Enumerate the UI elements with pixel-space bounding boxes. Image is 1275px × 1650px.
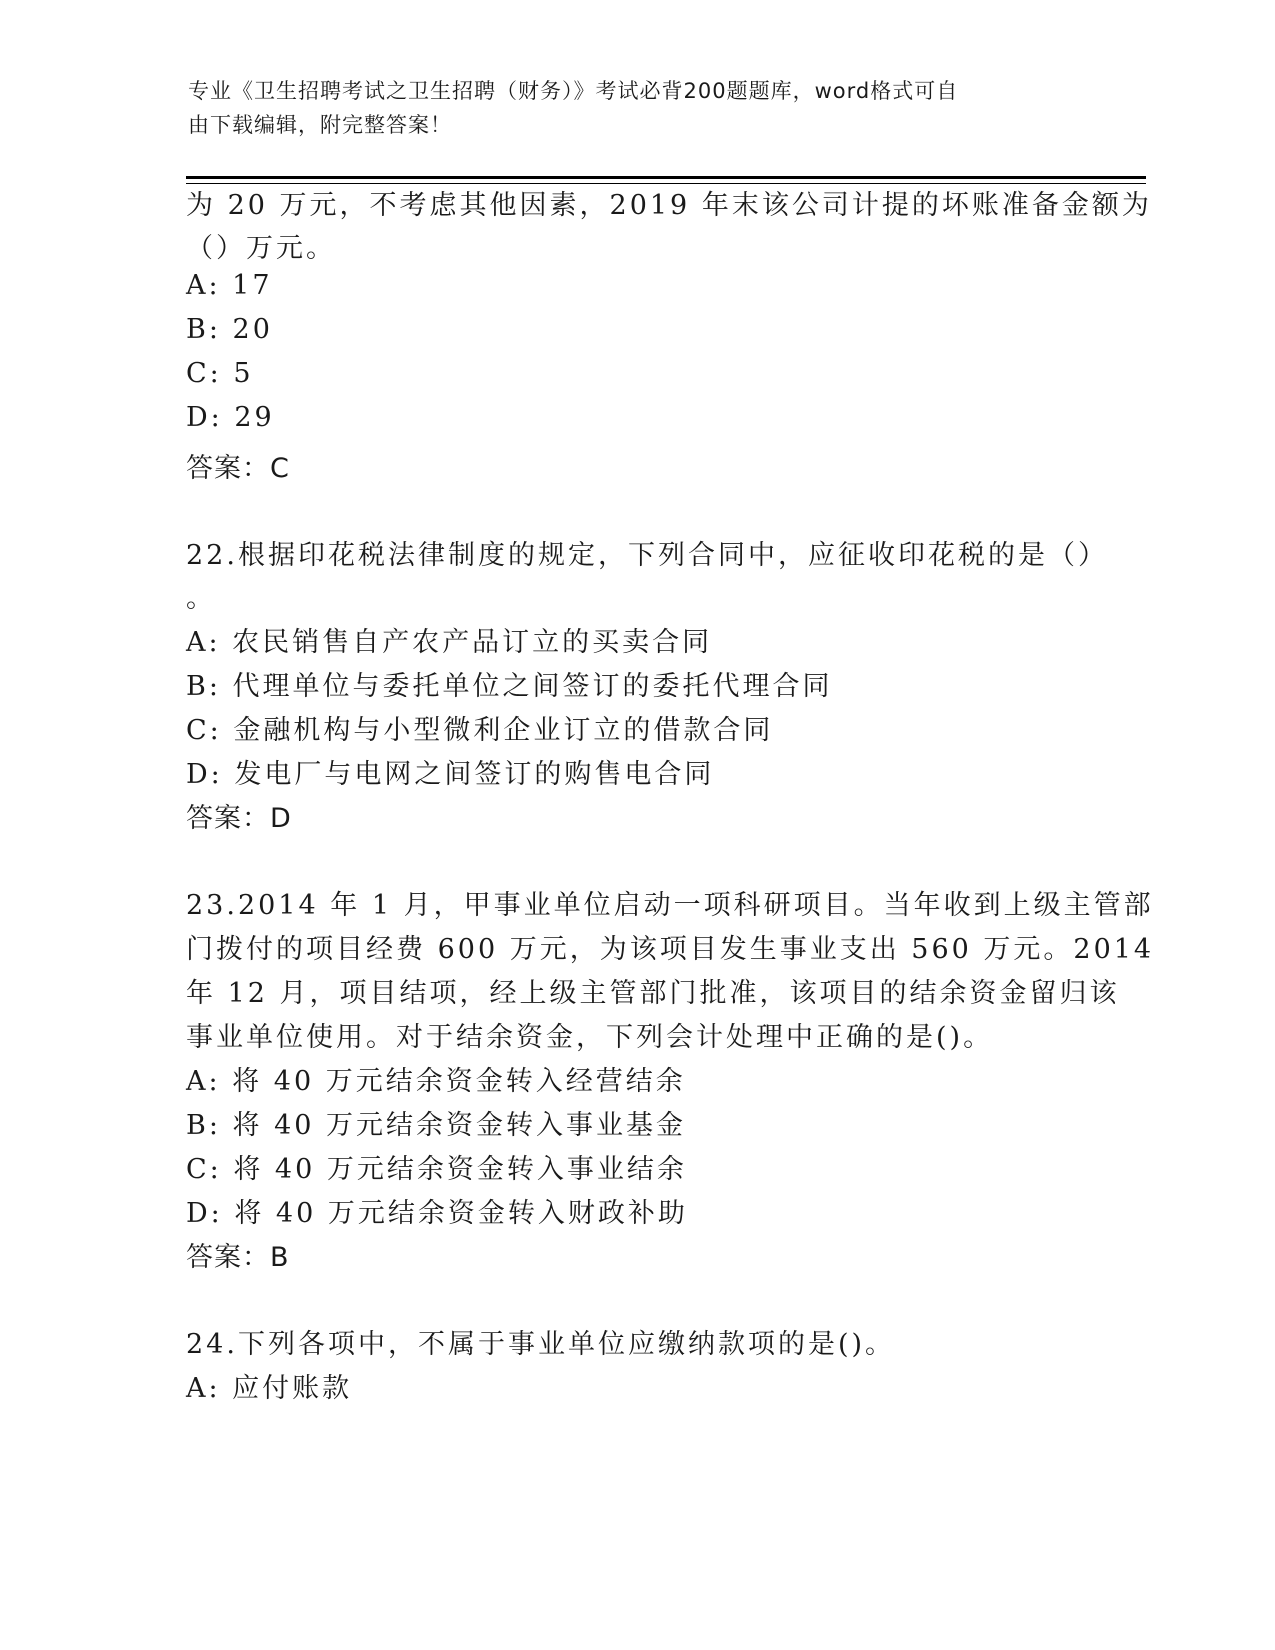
q22-answer: 答案：D [186,803,292,834]
q21-option-c: C: 5 [186,358,254,389]
q21-option-b: B: 20 [186,314,273,345]
q23-option-b: B: 将 40 万元结余资金转入事业基金 [186,1110,687,1141]
q21-stem-line-1: 为 20 万元，不考虑其他因素，2019 年末该公司计提的坏账准备金额为 [186,190,1152,221]
q23-answer: 答案：B [186,1242,290,1273]
q21-answer: 答案：C [186,453,290,484]
q22-stem-line-1: 22.根据印花税法律制度的规定，下列合同中，应征收印花税的是（） [186,540,1108,571]
q24-option-a: A: 应付账款 [186,1373,353,1404]
q23-stem-line-3: 年 12 月，项目结项，经上级主管部门批准，该项目的结余资金留归该 [186,978,1120,1009]
document-header [188,74,1088,142]
q22-option-b: B: 代理单位与委托单位之间签订的委托代理合同 [186,671,833,702]
header-line-1: 专业《卫生招聘考试之卫生招聘（财务）》考试必背200题题库，word格式可自 [188,79,959,103]
q23-option-d: D: 将 40 万元结余资金转入财政补助 [186,1198,688,1229]
q23-option-a: A: 将 40 万元结余资金转入经营结余 [186,1066,686,1097]
header-line-2: 由下载编辑，附完整答案！ [188,113,452,137]
q23-stem-line-1: 23.2014 年 1 月，甲事业单位启动一项科研项目。当年收到上级主管部 [186,890,1154,921]
q21-option-d: D: 29 [186,402,275,433]
q23-stem-line-2: 门拨付的项目经费 600 万元，为该项目发生事业支出 560 万元。2014 [186,934,1155,965]
header-rule-thick [186,176,1146,179]
q22-option-d: D: 发电厂与电网之间签订的购售电合同 [186,759,715,790]
q21-stem-line-2: （）万元。 [186,233,336,264]
q21-option-a: A: 17 [186,270,273,301]
q22-option-c: C: 金融机构与小型微利企业订立的借款合同 [186,715,774,746]
q23-option-c: C: 将 40 万元结余资金转入事业结余 [186,1154,687,1185]
q22-stem-line-2: 。 [186,583,216,614]
q24-stem-line-1: 24.下列各项中，不属于事业单位应缴纳款项的是()。 [186,1329,896,1360]
q22-option-a: A: 农民销售自产农产品订立的买卖合同 [186,627,713,658]
q23-stem-line-4: 事业单位使用。对于结余资金，下列会计处理中正确的是()。 [186,1022,994,1053]
